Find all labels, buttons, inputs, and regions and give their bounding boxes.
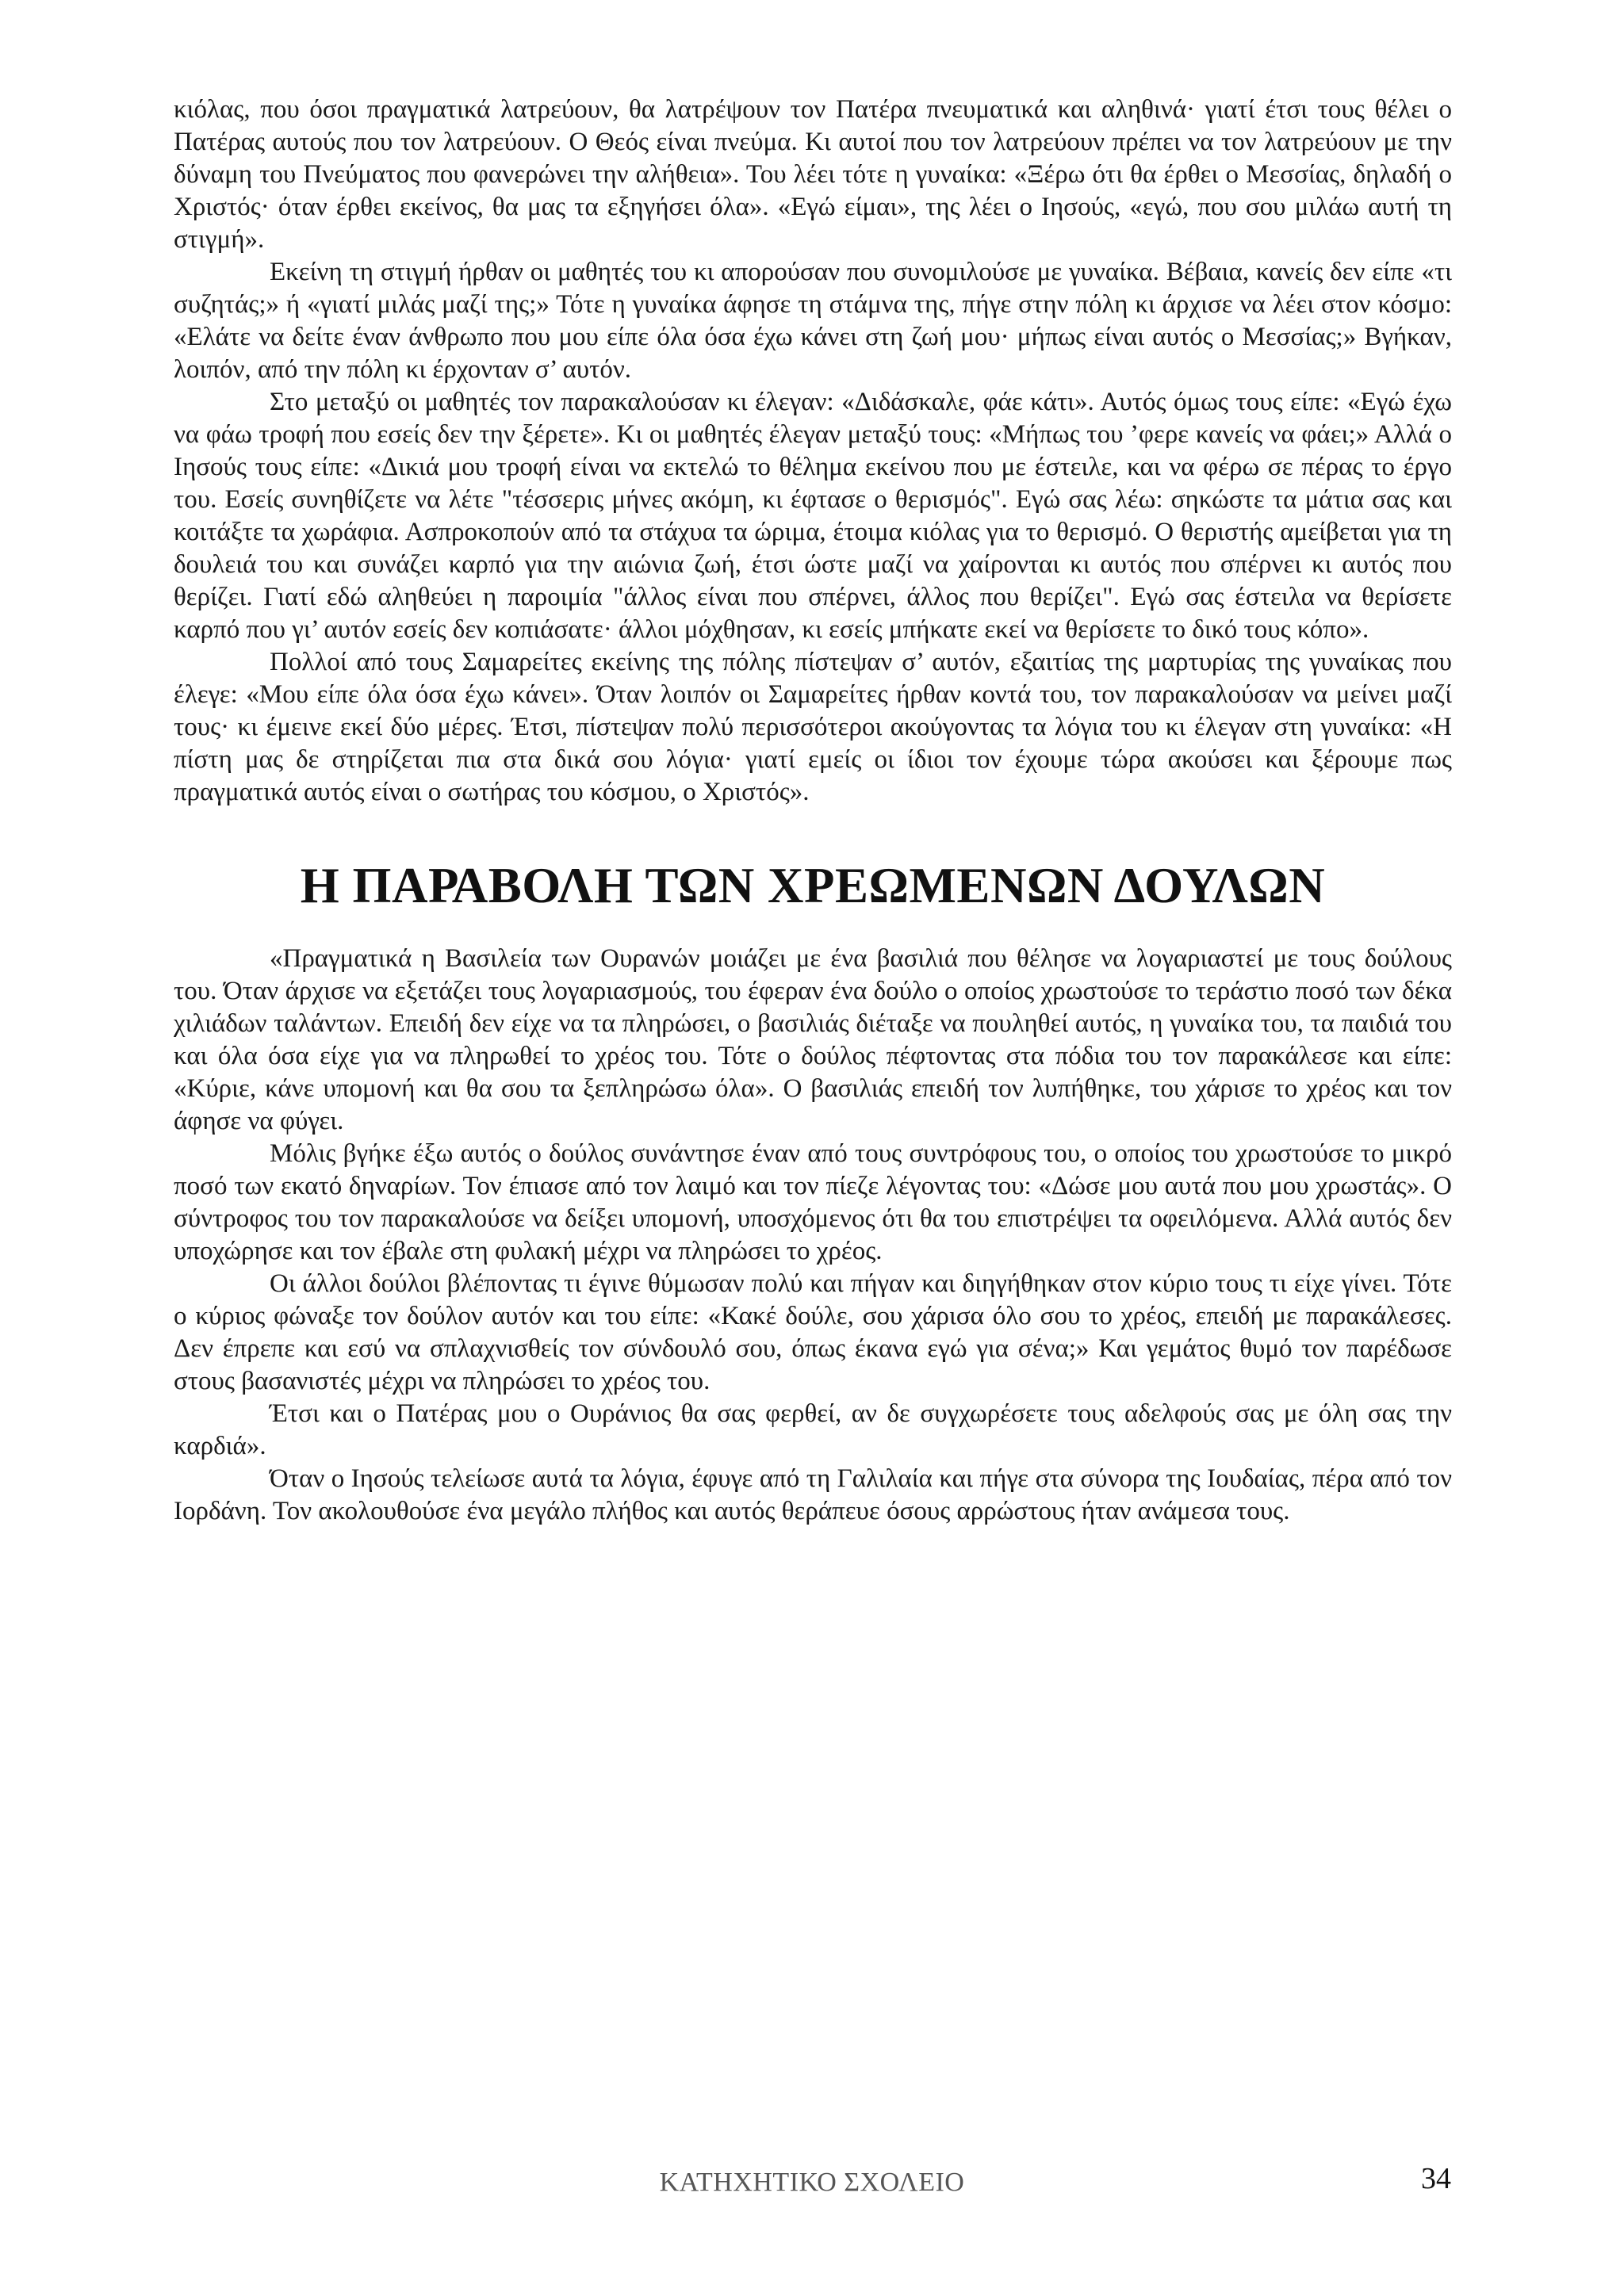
paragraph-harvest: Στο μεταξύ οι μαθητές τον παρακαλούσαν κι έλεγαν: «Διδάσκαλε, φάε κάτι». Αυτός όμως τους είπε: «Εγώ έχω να φάω τροφή που εσείς δεν την ξέρετε». Κι οι μαθητές έλεγαν μεταξύ τους: «Μήπως του ’φερε κανείς να φάει;» Αλλά ο Ιησούς τους είπε: «Δικιά μου τροφή είναι να εκτελώ το θέλημα εκείνου που με έστειλε, και να φέρω σε πέρας το έργο του. Εσείς συνηθίζετε να λέτε "τέσσερις μήνες ακόμη, κι έφτασε ο θερισμός". Εγώ σας λέω: σηκώστε τα μάτια σας και κοιτάξτε τα χωράφια. Ασπροκοπούν από τα στάχυα τα ώριμα, έτοιμα κιόλας για το θερισμό. Ο θεριστής αμείβεται για τη δουλειά του και συνάζει καρπό για την αιώνια ζωή, έτσι ώστε μαζί να χαίρονται κι αυτός που σπέρνει κι αυτός που θερίζει. Γιατί εδώ αληθεύει η παροιμία "άλλος είναι που σπέρνει, άλλος που θερίζει". Εγώ σας έστειλα να θερίσετε καρπό που γι’ αυτόν εσείς δεν κοπιάσατε· άλλοι μόχθησαν, κι εσείς μπήκατε εκεί να θερίσετε το δικό τους κόπο». — [174, 388, 1452, 644]
document-page — [174, 94, 1452, 1528]
paragraph-galilee: Όταν ο Ιησούς τελείωσε αυτά τα λόγια, έφυγε από τη Γαλιλαία και πήγε στα σύνορα της Ιουδαίας, πέρα από τον Ιορδάνη. Τον ακολουθούσε ένα μεγάλο πλήθος και αυτός θεράπευε όσους αρρώστους ήταν ανάμεσα τους. — [174, 1464, 1452, 1525]
paragraph-samaritans: Πολλοί από τους Σαμαρείτες εκείνης της πόλης πίστεψαν σ’ αυτόν, εξαιτίας της μαρτυρίας της γυναίκας που έλεγε: «Μου είπε όλα όσα έχω κάνει». Όταν λοιπόν οι Σαμαρείτες ήρθαν κοντά του, τον παρακαλούσαν να μείνει μαζί τους· κι έμεινε εκεί δύο μέρες. Έτσι, πίστεψαν πολύ περισσότεροι ακούγοντας τα λόγια του κι έλεγαν στη γυναίκα: «Η πίστη μας δε στηρίζεται πια στα δικά σου λόγια· γιατί εμείς οι ίδιοι τον έχουμε τώρα ακούσει και ξέρουμε πως πραγματικά αυτός είναι ο σωτήρας του κόσμου, ο Χριστός». — [174, 648, 1452, 806]
section-title: Η ΠΑΡΑΒΟΛΗ ΤΩΝ ΧΡΕΩΜΕΝΩΝ ΔΟΥΛΩΝ — [300, 858, 1326, 913]
paragraph-kingdom: «Πραγματικά η Βασιλεία των Ουρανών μοιάζει με ένα βασιλιά που θέλησε να λογαριαστεί με τους δούλους του. Όταν άρχισε να εξετάζει τους λογαριασμούς, του έφεραν ένα δούλο ο οποίος χρωστούσε το τεράστιο ποσό των δέκα χιλιάδων ταλάντων. Επειδή δεν είχε να τα πληρώσει, ο βασιλιάς διέταξε να πουληθεί αυτός, η γυναίκα του, τα παιδιά του και όλα όσα είχε για να πληρωθεί το χρέος του. Τότε ο δούλος πέφτοντας στα πόδια του τον παρακάλεσε και είπε: «Κύριε, κάνε υπομονή και θα σου τα ξεπληρώσω όλα». Ο βασιλιάς επειδή τον λυπήθηκε, του χάρισε το χρέος και τον άφησε να φύγει. — [174, 944, 1452, 1135]
paragraph-disciples-return: Εκείνη τη στιγμή ήρθαν οι μαθητές του κι απορούσαν που συνομιλούσε με γυναίκα. Βέβαια, κανείς δεν είπε «τι συζητάς;» ή «γιατί μιλάς μαζί της;» Τότε η γυναίκα άφησε τη στάμνα της, πήγε στην πόλη κι άρχισε να λέει στον κόσμο: «Ελάτε να δείτε έναν άνθρωπο που μου είπε όλα όσα έχω κάνει στη ζωή μου· μήπως είναι αυτός ο Μεσσίας;» Βγήκαν, λοιπόν, από την πόλη κι έρχονταν σ’ αυτόν. — [174, 258, 1452, 384]
paragraph-other-servants: Οι άλλοι δούλοι βλέποντας τι έγινε θύμωσαν πολύ και πήγαν και διηγήθηκαν στον κύριο τους τι είχε γίνει. Τότε ο κύριος φώναξε τον δούλον αυτόν και του είπε: «Κακέ δούλε, σου χάρισα όλο σου το χρέος, επειδή με παρακάλεσες. Δεν έπρεπε και εσύ να σπλαχνισθείς τον σύνδουλό σου, όπως έκανα εγώ για σένα;» Και γεμάτος θυμό τον παρέδωσε στους βασανιστές μέχρι να πληρώσει το χρέος του. — [174, 1269, 1452, 1395]
page-footer — [0, 2156, 1624, 2204]
footer-title: ΚΑΤΗΧΗΤΙΚΟ ΣΧΟΛΕΙΟ — [659, 2168, 965, 2197]
paragraph-father: Έτσι και ο Πατέρας μου ο Ουράνιος θα σας φερθεί, αν δε συγχωρέσετε τους αδελφούς σας με όλη σας την καρδιά». — [174, 1399, 1452, 1460]
page-number: 34 — [1421, 2162, 1451, 2195]
paragraph-fellow-servant: Μόλις βγήκε έξω αυτός ο δούλος συνάντησε έναν από τους συντρόφους του, ο οποίος του χρωστούσε το μικρό ποσό των εκατό δηναρίων. Τον έπιασε από τον λαιμό και τον πίεζε λέγοντας του: «Δώσε μου αυτά που μου χρωστάς». Ο σύντροφος του τον παρακαλούσε να δείξει υπομονή, υποσχόμενος ότι θα του επιστρέψει τα οφειλόμενα. Αλλά αυτός δεν υποχώρησε και τον έβαλε στη φυλακή μέχρι να πληρώσει το χρέος. — [174, 1139, 1452, 1265]
paragraph-continuation: κιόλας, που όσοι πραγματικά λατρεύουν, θα λατρέψουν τον Πατέρα πνευματικά και αληθινά· γιατί έτσι τους θέλει ο Πατέρας αυτούς που τον λατρεύουν. Ο Θεός είναι πνεύμα. Κι αυτοί που τον λατρεύουν πρέπει να τον λατρεύουν με την δύναμη του Πνεύματος που φανερώνει την αλήθεια». Του λέει τότε η γυναίκα: «Ξέρω ότι θα έρθει ο Μεσσίας, δηλαδή ο Χριστός· όταν έρθει εκείνος, θα μας τα εξηγήσει όλα». «Εγώ είμαι», της λέει ο Ιησούς, «εγώ, που σου μιλάω αυτή τη στιγμή». — [174, 95, 1452, 254]
